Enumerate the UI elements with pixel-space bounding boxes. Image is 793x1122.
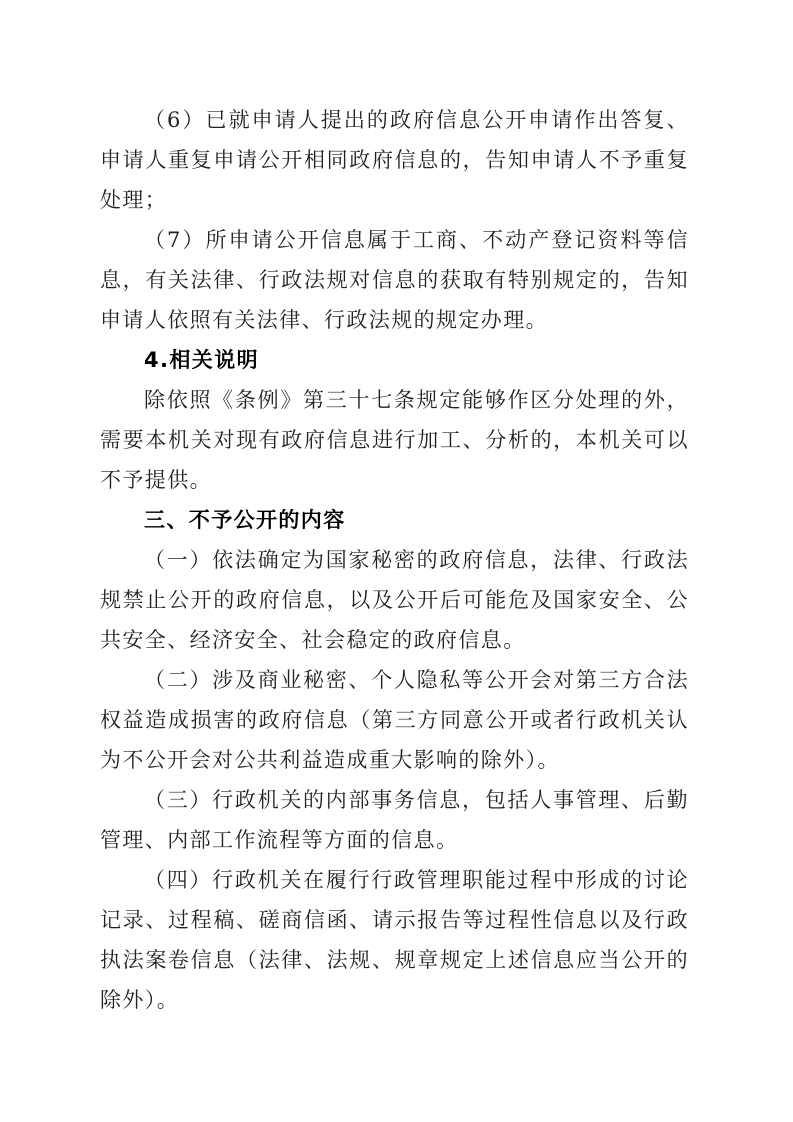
paragraph-related-notes: 除依照《条例》第三十七条规定能够作区分处理的外，需要本机关对现有政府信息进行加工、分析的，本机关可以不予提供。 bbox=[100, 388, 689, 492]
paragraph-item-three: （三）行政机关的内部事务信息，包括人事管理、后勤管理、内部工作流程等方面的信息。 bbox=[100, 788, 689, 852]
paragraph-item-7: （7）所申请公开信息属于工商、不动产登记资料等信息，有关法律、行政法规对信息的获取有特别规定的，告知申请人依照有关法律、行政法规的规定办理。 bbox=[100, 228, 689, 332]
paragraph-item-one: （一）依法确定为国家秘密的政府信息，法律、行政法规禁止公开的政府信息，以及公开后可能危及国家安全、公共安全、经济安全、社会稳定的政府信息。 bbox=[100, 548, 689, 652]
paragraph-item-two: （二）涉及商业秘密、个人隐私等公开会对第三方合法权益造成损害的政府信息（第三方同意公开或者行政机关认为不公开会对公共利益造成重大影响的除外）。 bbox=[100, 668, 689, 772]
paragraph-item-6: （6）已就申请人提出的政府信息公开申请作出答复、申请人重复申请公开相同政府信息的，告知申请人不予重复处理； bbox=[100, 108, 689, 212]
heading-related-notes: 4.相关说明 bbox=[144, 348, 259, 372]
paragraph-item-four: （四）行政机关在履行行政管理职能过程中形成的讨论记录、过程稿、磋商信函、请示报告等过程性信息以及行政执法案卷信息（法律、法规、规章规定上述信息应当公开的除外）。 bbox=[100, 868, 689, 1012]
heading-section-not-disclosed: 三、不予公开的内容 bbox=[144, 508, 346, 532]
